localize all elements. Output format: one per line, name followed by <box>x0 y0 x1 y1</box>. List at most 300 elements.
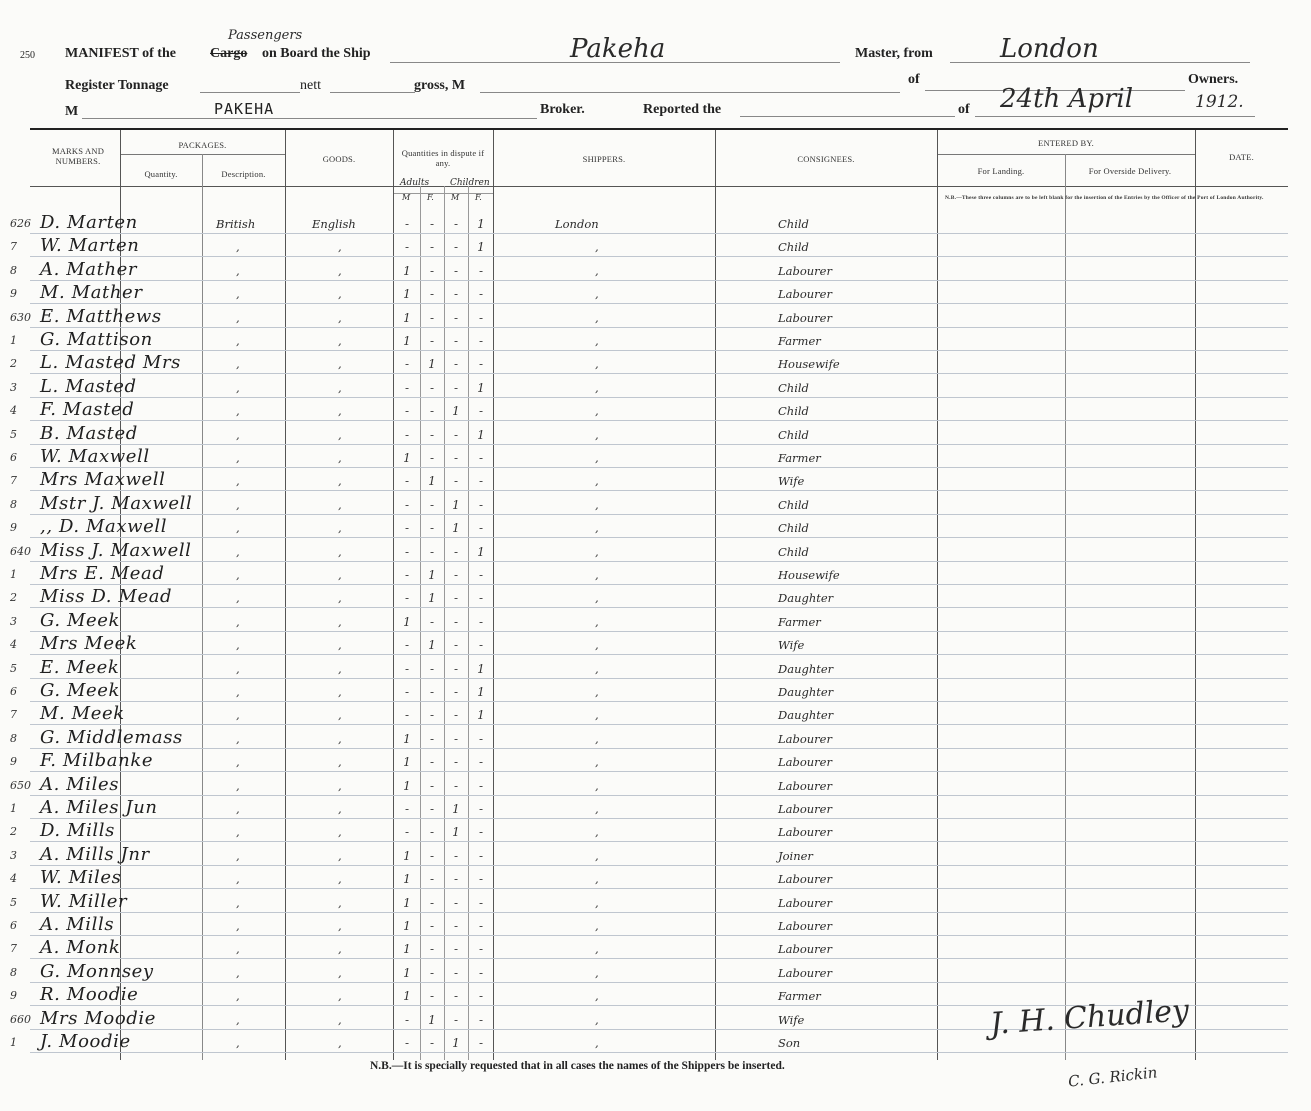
shipper: , <box>595 1036 599 1050</box>
child-female: 1 <box>477 240 485 255</box>
register-tonnage-label: Register Tonnage <box>65 78 169 93</box>
row-mark-number: 1 <box>10 334 17 347</box>
child-female: - <box>478 521 484 536</box>
child-female: - <box>478 778 484 793</box>
passenger-name: A. Mather <box>40 258 138 280</box>
passenger-name: A. Mills Jnr <box>40 843 150 865</box>
adult-male: 1 <box>403 614 411 629</box>
package-quantity: , <box>236 942 240 957</box>
from-place: London <box>1000 34 1099 64</box>
child-male: - <box>453 872 459 887</box>
package-quantity: , <box>236 731 240 746</box>
row-mark-number: 9 <box>10 287 17 301</box>
table-row <box>0 258 1311 284</box>
passenger-name: F. Milbanke <box>40 750 154 772</box>
adult-male: - <box>404 474 410 489</box>
adult-female: - <box>429 825 435 840</box>
adult-female: - <box>429 380 435 395</box>
child-female: - <box>478 614 484 629</box>
table-row <box>0 682 1311 705</box>
adult-male: - <box>404 217 410 231</box>
signature: J. H. Chudley <box>989 993 1191 1042</box>
child-male: - <box>453 380 459 395</box>
child-female: - <box>478 310 484 325</box>
child-male: - <box>453 310 459 325</box>
m-label: M <box>65 104 79 119</box>
goods: , <box>338 544 342 559</box>
table-row <box>0 656 1311 682</box>
row-mark-number: 4 <box>10 872 17 886</box>
shipper: , <box>595 357 599 372</box>
goods: , <box>338 778 342 793</box>
adult-male: - <box>404 357 410 372</box>
package-quantity: , <box>236 521 240 536</box>
col-adults-m: M <box>402 193 411 202</box>
broker-label: Broker. <box>540 102 585 117</box>
goods: , <box>338 521 342 536</box>
occupation: Daughter <box>778 708 834 723</box>
occupation: Labourer <box>778 802 832 816</box>
child-male: - <box>453 965 459 980</box>
passenger-name: Mrs Maxwell <box>40 469 166 491</box>
occupation: Labourer <box>778 310 832 325</box>
table-row <box>0 305 1311 331</box>
shipper: , <box>595 872 599 887</box>
adult-female: 1 <box>428 568 436 582</box>
table-row <box>0 539 1311 565</box>
package-quantity: , <box>236 685 240 699</box>
row-mark-number: 6 <box>10 451 17 464</box>
table-row <box>0 890 1311 916</box>
occupation: Farmer <box>778 451 821 465</box>
package-quantity: , <box>236 919 240 933</box>
child-male: - <box>453 638 459 653</box>
occupation: Labourer <box>778 919 832 933</box>
package-quantity: , <box>236 357 240 372</box>
adult-female: - <box>429 965 435 980</box>
shipper: , <box>595 778 599 793</box>
child-female: - <box>478 474 484 489</box>
child-male: - <box>453 217 459 231</box>
table-row <box>0 354 1311 377</box>
child-female: 1 <box>477 217 485 231</box>
occupation: Labourer <box>778 942 832 957</box>
table-row <box>0 471 1311 494</box>
passenger-name: G. Monnsey <box>40 960 154 982</box>
occupation: Child <box>778 497 809 512</box>
goods: , <box>338 263 342 278</box>
owners-label: Owners. <box>1188 72 1239 87</box>
goods: , <box>338 310 342 325</box>
passenger-name: W. Maxwell <box>40 446 150 467</box>
shipper: , <box>595 310 599 325</box>
adult-male: - <box>404 825 410 840</box>
reported-date: 24th April <box>1000 84 1134 114</box>
row-mark-number: 626 <box>10 217 31 230</box>
package-quantity: , <box>236 287 240 302</box>
passenger-name: D. Mills <box>40 820 115 842</box>
passenger-name: D. Marten <box>40 212 138 233</box>
adult-female: - <box>429 263 435 278</box>
passenger-name: G. Meek <box>40 609 121 631</box>
adult-male: 1 <box>403 848 411 863</box>
occupation: Wife <box>778 1012 805 1027</box>
goods: , <box>338 240 342 255</box>
row-mark-number: 8 <box>10 263 17 277</box>
occupation: Wife <box>778 474 805 489</box>
passenger-name: L. Masted Mrs <box>40 352 181 374</box>
passenger-name: A. Miles <box>40 773 120 795</box>
shipper: , <box>595 380 599 395</box>
table-row <box>0 588 1311 611</box>
goods: , <box>338 380 342 395</box>
occupation: Child <box>778 544 809 559</box>
goods: , <box>338 965 342 980</box>
child-female: - <box>478 451 484 465</box>
goods: , <box>338 989 342 1004</box>
package-quantity: , <box>236 989 240 1004</box>
adult-female: 1 <box>428 638 436 653</box>
passenger-name: Mstr J. Maxwell <box>40 492 193 514</box>
package-quantity: , <box>236 872 240 887</box>
passenger-name: G. Mattison <box>40 329 153 350</box>
adult-male: - <box>404 568 410 582</box>
shipper: , <box>595 1012 599 1027</box>
package-quantity: , <box>236 1012 240 1027</box>
row-mark-number: 2 <box>10 825 17 839</box>
shipper: , <box>595 965 599 980</box>
goods: , <box>338 802 342 816</box>
nb-columns-note: N.B.—These three columns are to be left blank for the insertion of the Entries by the Officer of the Port of London Authority. <box>945 195 1264 201</box>
adult-male: 1 <box>403 942 411 957</box>
table-row <box>0 401 1311 424</box>
row-mark-number: 5 <box>10 661 17 675</box>
package-quantity: , <box>236 451 240 465</box>
passenger-name: ,, D. Maxwell <box>40 516 168 538</box>
col-quantity: Quantity. <box>144 169 178 179</box>
table-row <box>0 635 1311 658</box>
child-female: 1 <box>477 685 485 699</box>
child-female: - <box>478 825 484 840</box>
shipper: , <box>595 919 599 933</box>
col-adults-f: F. <box>427 193 434 202</box>
row-mark-number: 9 <box>10 521 17 535</box>
adult-male: 1 <box>403 778 411 793</box>
child-female: 1 <box>477 427 485 442</box>
child-male: - <box>453 263 459 278</box>
row-mark-number: 6 <box>10 919 17 932</box>
goods: , <box>338 357 342 372</box>
row-mark-number: 7 <box>10 474 17 488</box>
adult-female: - <box>429 614 435 629</box>
shipper: , <box>595 474 599 489</box>
goods: , <box>338 848 342 863</box>
row-mark-number: 8 <box>10 965 17 979</box>
shipper: , <box>595 240 599 255</box>
package-quantity: , <box>236 708 240 723</box>
occupation: Wife <box>778 638 805 653</box>
row-mark-number: 7 <box>10 708 17 722</box>
occupation: Labourer <box>778 287 832 302</box>
col-consignees: CONSIGNEES. <box>797 154 855 164</box>
goods: , <box>338 942 342 957</box>
passenger-name: A. Mills <box>40 914 115 935</box>
child-male: 1 <box>452 497 460 512</box>
ship-name: Pakeha <box>570 34 666 64</box>
col-date: DATE. <box>1229 152 1254 162</box>
adult-female: - <box>429 1036 435 1050</box>
goods: , <box>338 708 342 723</box>
goods: , <box>338 591 342 606</box>
goods: , <box>338 638 342 653</box>
row-mark-number: 3 <box>10 380 17 394</box>
occupation: Housewife <box>778 357 840 372</box>
goods: , <box>338 895 342 910</box>
passenger-name: B. Masted <box>40 422 138 444</box>
table-row <box>0 375 1311 401</box>
row-mark-number: 8 <box>10 497 17 511</box>
adult-female: - <box>429 451 435 465</box>
adult-male: 1 <box>403 310 411 325</box>
adult-female: - <box>429 404 435 419</box>
shipper: , <box>595 848 599 863</box>
child-female: 1 <box>477 380 485 395</box>
child-female: 1 <box>477 661 485 676</box>
package-quantity: , <box>236 263 240 278</box>
adult-female: 1 <box>428 591 436 606</box>
goods: , <box>338 568 342 582</box>
adult-female: - <box>429 872 435 887</box>
row-mark-number: 4 <box>10 638 17 652</box>
child-female: - <box>478 1012 484 1027</box>
adult-female: 1 <box>428 474 436 489</box>
table-row <box>0 1033 1311 1056</box>
package-quantity: , <box>236 334 240 348</box>
signature-2: C. G. Rickin <box>1067 1063 1159 1091</box>
goods: , <box>338 919 342 933</box>
passengers-word: Passengers <box>228 28 303 43</box>
child-female: - <box>478 357 484 372</box>
passenger-name: Mrs Meek <box>40 633 138 655</box>
shipper: , <box>595 544 599 559</box>
goods: , <box>338 334 342 348</box>
adult-male: 1 <box>403 965 411 980</box>
package-quantity: , <box>236 240 240 255</box>
occupation: Housewife <box>778 568 840 582</box>
package-quantity: , <box>236 310 240 325</box>
child-female: - <box>478 989 484 1004</box>
package-quantity: , <box>236 802 240 816</box>
adult-male: - <box>404 802 410 816</box>
child-male: 1 <box>452 825 460 840</box>
row-mark-number: 630 <box>10 310 31 324</box>
passenger-name: R. Moodie <box>40 984 139 1006</box>
child-female: - <box>478 802 484 816</box>
goods: , <box>338 614 342 629</box>
package-quantity: , <box>236 544 240 559</box>
package-quantity: , <box>236 380 240 395</box>
child-female: - <box>478 731 484 746</box>
adult-male: 1 <box>403 919 411 933</box>
adult-female: - <box>429 685 435 699</box>
package-quantity: , <box>236 825 240 840</box>
child-female: - <box>478 638 484 653</box>
adult-male: - <box>404 497 410 512</box>
passenger-name: W. Miles <box>40 867 122 889</box>
occupation: Labourer <box>778 731 832 746</box>
table-row <box>0 939 1311 962</box>
adult-male: - <box>404 404 410 419</box>
col-description: Description. <box>221 169 266 179</box>
passenger-name: W. Miller <box>40 890 128 912</box>
passenger-name: A. Monk <box>40 937 121 959</box>
package-quantity: , <box>236 778 240 793</box>
goods: , <box>338 755 342 770</box>
adult-female: - <box>429 778 435 793</box>
row-mark-number: 6 <box>10 685 17 698</box>
nett-label: nett <box>300 78 321 93</box>
occupation: Child <box>778 427 809 442</box>
passenger-name: G. Meek <box>40 680 121 701</box>
shipper: , <box>595 287 599 302</box>
passenger-name: F. Masted <box>40 399 135 421</box>
adult-male: 1 <box>403 263 411 278</box>
shipper: , <box>595 708 599 723</box>
shipper: , <box>595 755 599 770</box>
occupation: Child <box>778 521 809 536</box>
adult-male: 1 <box>403 872 411 887</box>
adult-female: - <box>429 240 435 255</box>
adult-male: 1 <box>403 287 411 302</box>
adult-male: - <box>404 638 410 653</box>
package-quantity: , <box>236 895 240 910</box>
row-mark-number: 650 <box>10 778 31 792</box>
shipper: , <box>595 334 599 348</box>
child-male: - <box>453 591 459 606</box>
table-row <box>0 752 1311 775</box>
footer-nb-text: N.B.—It is specially requested that in all cases the names of the Shippers be inserted. <box>370 1060 785 1072</box>
shipper: , <box>595 614 599 629</box>
col-children: Children <box>450 178 490 188</box>
child-male: - <box>453 942 459 957</box>
child-female: - <box>478 287 484 302</box>
adult-male: 1 <box>403 334 411 348</box>
adult-female: 1 <box>428 357 436 372</box>
of-label: of <box>908 72 920 87</box>
child-female: - <box>478 965 484 980</box>
child-male: - <box>453 451 459 465</box>
of-label-2: of <box>958 102 970 117</box>
col-marks: MARKS AND NUMBERS. <box>51 146 105 166</box>
child-male: - <box>453 427 459 442</box>
table-row <box>0 237 1311 260</box>
shipper: , <box>595 825 599 840</box>
child-female: - <box>478 848 484 863</box>
goods: , <box>338 1012 342 1027</box>
col-for-landing: For Landing. <box>977 166 1025 176</box>
package-quantity: , <box>236 755 240 770</box>
adult-female: - <box>429 919 435 933</box>
occupation: Daughter <box>778 591 834 606</box>
adult-male: - <box>404 708 410 723</box>
child-male: - <box>453 287 459 302</box>
table-row <box>0 960 1311 986</box>
cargo-word: Cargo <box>210 46 248 61</box>
adult-female: - <box>429 544 435 559</box>
child-female: - <box>478 872 484 887</box>
goods: , <box>338 661 342 676</box>
shipper: , <box>595 404 599 419</box>
child-male: - <box>453 474 459 489</box>
child-male: - <box>453 1012 459 1027</box>
shipper: London <box>555 217 599 231</box>
table-row <box>0 773 1311 799</box>
child-male: - <box>453 755 459 770</box>
row-mark-number: 8 <box>10 731 17 745</box>
child-male: - <box>453 661 459 676</box>
passenger-name: Mrs E. Mead <box>40 563 165 584</box>
adult-male: 1 <box>403 895 411 910</box>
occupation: Labourer <box>778 825 832 840</box>
shipper: , <box>595 497 599 512</box>
child-female: - <box>478 942 484 957</box>
col-shippers: SHIPPERS. <box>582 154 626 164</box>
adult-male: - <box>404 521 410 536</box>
adult-female: - <box>429 334 435 348</box>
passenger-name: M. Meek <box>40 703 125 725</box>
row-mark-number: 9 <box>10 989 17 1003</box>
passenger-name: W. Marten <box>40 235 140 257</box>
occupation: Farmer <box>778 614 821 629</box>
child-male: - <box>453 895 459 910</box>
child-female: - <box>478 404 484 419</box>
table-row <box>0 284 1311 307</box>
passenger-name: E. Meek <box>40 656 120 678</box>
child-male: - <box>453 989 459 1004</box>
table-row <box>0 843 1311 869</box>
goods: , <box>338 451 342 465</box>
table-row <box>0 726 1311 752</box>
broker-name: PAKEHA <box>214 100 275 118</box>
row-mark-number: 7 <box>10 942 17 956</box>
row-mark-number: 640 <box>10 544 31 558</box>
goods: , <box>338 427 342 442</box>
adult-female: - <box>429 848 435 863</box>
row-mark-number: 1 <box>10 568 17 581</box>
child-female: - <box>478 591 484 606</box>
occupation: Labourer <box>778 872 832 887</box>
goods: , <box>338 287 342 302</box>
package-quantity: , <box>236 965 240 980</box>
package-quantity: , <box>236 474 240 489</box>
package-quantity: , <box>236 568 240 582</box>
passenger-name: E. Matthews <box>40 305 162 327</box>
goods: , <box>338 1036 342 1050</box>
row-mark-number: 2 <box>10 591 17 605</box>
table-row <box>0 214 1311 237</box>
child-female: - <box>478 568 484 582</box>
child-male: - <box>453 778 459 793</box>
adult-male: - <box>404 591 410 606</box>
package-quantity: , <box>236 638 240 653</box>
table-row <box>0 518 1311 541</box>
package-quantity: , <box>236 661 240 676</box>
shipper: , <box>595 568 599 582</box>
passenger-name: Miss J. Maxwell <box>40 539 192 561</box>
table-row <box>0 869 1311 892</box>
package-quantity: , <box>236 497 240 512</box>
occupation: Joiner <box>778 848 813 863</box>
